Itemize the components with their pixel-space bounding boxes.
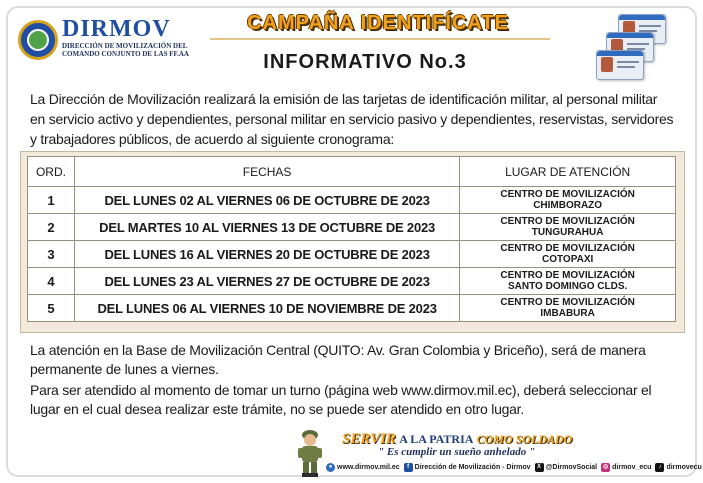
table-row: [28, 187, 676, 214]
slogan-soldado: COMO SOLDADO: [476, 432, 573, 446]
title-divider: [210, 38, 550, 40]
facebook-icon: f: [404, 463, 413, 472]
row-dates: DEL LUNES 16 AL VIERNES 20 DE OCTUBRE DE 2023: [74, 241, 459, 268]
header-ord: ORD.: [28, 157, 75, 187]
turn-instructions-paragraph: Para ser atendido al momento de tomar un turno (página web www.dirmov.mil.ec), deberá seleccionar el lugar en el cual desea realizar este trámite, no se puede ser atendido en otro lugar.: [30, 382, 652, 417]
row-ord: 4: [28, 268, 75, 295]
location-line-2: IMBABURA: [540, 308, 595, 319]
header-lugar: LUGAR DE ATENCIÓN: [460, 157, 676, 187]
logo-name: DIRMOV: [62, 16, 171, 42]
row-location: [460, 268, 676, 295]
soldier-mascot-icon: [296, 428, 324, 478]
id-cards-illustration-icon: [596, 14, 676, 84]
slogan-patria: A LA PATRIA: [399, 432, 474, 446]
location-line-2: SANTO DOMINGO CLDS.: [508, 281, 628, 292]
row-location: [460, 241, 676, 268]
table-row: [28, 295, 676, 322]
campaign-title: CAMPAÑA IDENTIFÍCATE: [247, 12, 509, 34]
row-ord: 2: [28, 214, 75, 241]
x-icon: X: [535, 463, 544, 472]
row-location: [460, 187, 676, 214]
row-location: [460, 214, 676, 241]
tiktok-link[interactable]: [655, 463, 701, 472]
instagram-link[interactable]: [601, 463, 651, 472]
footer-social-links: [326, 461, 702, 473]
row-ord: 3: [28, 241, 75, 268]
location-line-2: CHIMBORAZO: [533, 200, 603, 211]
instagram-icon: ◎: [603, 463, 609, 470]
header-fechas: FECHAS: [74, 157, 459, 187]
facebook-link[interactable]: [404, 463, 531, 472]
row-location: [460, 295, 676, 322]
tiktok-icon: ♪: [655, 463, 664, 472]
row-ord: 5: [28, 295, 75, 322]
x-link[interactable]: [535, 463, 598, 472]
table-row: [28, 241, 676, 268]
slogan-subtitle: " Es cumplir un sueño anhelado ": [378, 446, 536, 458]
location-line-2: COTOPAXI: [541, 254, 594, 265]
web-link[interactable]: [326, 463, 400, 472]
location-line-2: TUNGURAHUA: [531, 227, 604, 238]
facebook-link-text: Dirección de Movilización - Dirmov: [414, 463, 531, 471]
location-line-1: CENTRO DE MOVILIZACIÓN: [500, 270, 635, 281]
schedule-table-frame: [20, 151, 685, 333]
location-line-1: CENTRO DE MOVILIZACIÓN: [500, 189, 635, 200]
row-dates: DEL LUNES 06 AL VIERNES 10 DE NOVIEMBRE DE 2023: [74, 295, 459, 322]
table-row: [28, 268, 676, 295]
x-link-text: @DirmovSocial: [545, 463, 598, 471]
table-row: [28, 214, 676, 241]
location-line-1: CENTRO DE MOVILIZACIÓN: [500, 297, 635, 308]
instagram-link-text: dirmov_ecu: [612, 463, 652, 471]
globe-icon: ●: [326, 463, 335, 472]
informativo-heading: INFORMATIVO No.3: [263, 51, 467, 73]
table-header-row: [28, 157, 676, 187]
location-line-1: CENTRO DE MOVILIZACIÓN: [500, 216, 635, 227]
row-dates: DEL LUNES 02 AL VIERNES 06 DE OCTUBRE DE 2023: [74, 187, 459, 214]
tiktok-link-text: dirmovecu: [666, 463, 702, 471]
schedule-table: [27, 156, 676, 322]
row-ord: 1: [28, 187, 75, 214]
row-dates: DEL MARTES 10 AL VIERNES 13 DE OCTUBRE DE 2023: [74, 214, 459, 241]
row-dates: DEL LUNES 23 AL VIERNES 27 DE OCTUBRE DE 2023: [74, 268, 459, 295]
location-line-1: CENTRO DE MOVILIZACIÓN: [500, 243, 635, 254]
intro-paragraph: La Dirección de Movilización realizará la emisión de las tarjetas de identificación militar, al personal militar en servicio activo y dependientes, personal militar en servicio pasivo y dependientes, reservistas, servidores y trabajadores públicos, de acuerdo al siguiente cronograma:: [30, 91, 674, 147]
central-base-paragraph: La atención en la Base de Movilización Central (QUITO: Av. Gran Colombia y Briceño), será de manera permanente de lunes a viernes.: [30, 342, 646, 377]
logo-subtitle: DIRECCIÓN DE MOVILIZACIÓN DEL COMANDO CONJUNTO DE LAS FF.AA: [62, 42, 189, 58]
dirmov-seal-icon: [18, 20, 58, 60]
web-link-text: www.dirmov.mil.ec: [337, 463, 400, 471]
slogan-servir: SERVIR: [342, 431, 396, 447]
